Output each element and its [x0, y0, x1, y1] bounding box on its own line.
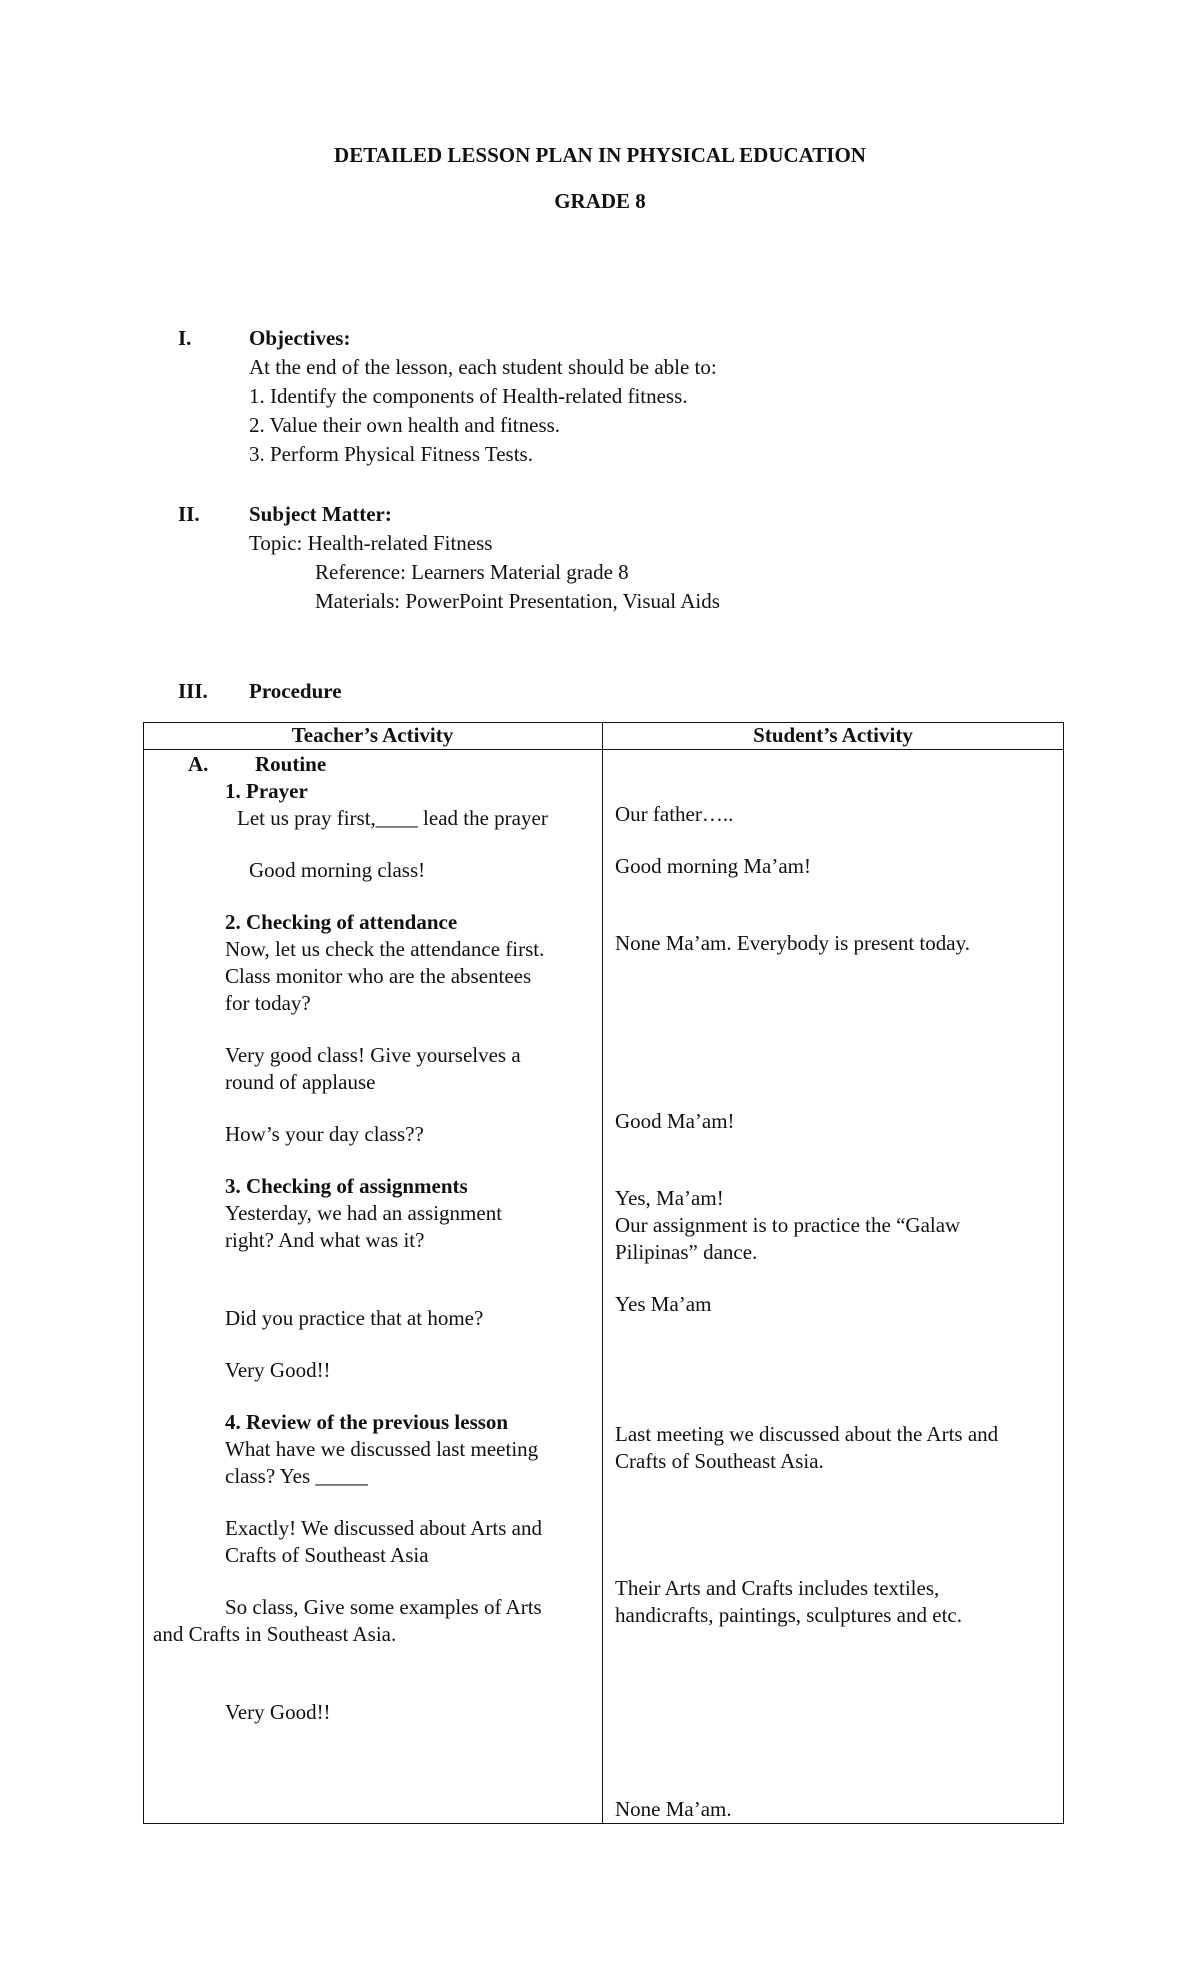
objective-item: 2. Value their own health and fitness.	[249, 413, 561, 437]
teacher-line: right? And what was it?	[225, 1228, 425, 1252]
teacher-line: Exactly! We discussed about Arts and	[225, 1516, 542, 1540]
section-heading-objectives: Objectives:	[249, 326, 351, 350]
subject-materials: Materials: PowerPoint Presentation, Visual Aids	[315, 589, 720, 613]
teacher-line: round of applause	[225, 1070, 376, 1094]
student-line: None Ma’am. Everybody is present today.	[615, 931, 970, 955]
routine-heading: Routine	[255, 752, 327, 776]
page-subtitle: GRADE 8	[554, 189, 646, 213]
column-header-teacher: Teacher’s Activity	[291, 723, 454, 747]
teacher-line: Class monitor who are the absentees	[225, 964, 532, 988]
objective-item: 3. Perform Physical Fitness Tests.	[249, 442, 533, 466]
student-line: Their Arts and Crafts includes textiles,	[615, 1576, 940, 1600]
routine-letter: A.	[188, 752, 209, 776]
review-heading: 4. Review of the previous lesson	[225, 1410, 509, 1434]
teacher-line: class? Yes _____	[225, 1464, 368, 1488]
table-column-divider	[602, 722, 603, 1824]
student-line: Yes, Ma’am!	[615, 1186, 724, 1210]
teacher-line: Yesterday, we had an assignment	[225, 1201, 503, 1225]
teacher-line: Good morning class!	[249, 858, 426, 882]
student-line: Good morning Ma’am!	[615, 854, 811, 878]
objective-item: 1. Identify the components of Health-related fitness.	[249, 384, 688, 408]
student-line: Pilipinas” dance.	[615, 1240, 758, 1264]
section-heading-procedure: Procedure	[249, 679, 342, 703]
teacher-line: Did you practice that at home?	[225, 1306, 484, 1330]
teacher-line: Very Good!!	[225, 1700, 331, 1724]
teacher-line: Let us pray first,____ lead the prayer	[237, 806, 548, 830]
section-numeral-subject-matter: II.	[178, 502, 200, 526]
teacher-line: So class, Give some examples of Arts	[225, 1595, 542, 1619]
teacher-line: Crafts of Southeast Asia	[225, 1543, 429, 1567]
subject-reference: Reference: Learners Material grade 8	[315, 560, 629, 584]
teacher-line: for today?	[225, 991, 311, 1015]
student-line: Good Ma’am!	[615, 1109, 735, 1133]
student-line: None Ma’am.	[615, 1797, 732, 1821]
section-numeral-objectives: I.	[178, 326, 192, 350]
page-title: DETAILED LESSON PLAN IN PHYSICAL EDUCATION	[334, 143, 866, 167]
student-line: handicrafts, paintings, sculptures and etc.	[615, 1603, 962, 1627]
attendance-heading: 2. Checking of attendance	[225, 910, 458, 934]
student-line: Last meeting we discussed about the Arts and	[615, 1422, 999, 1446]
student-line: Crafts of Southeast Asia.	[615, 1449, 824, 1473]
subject-topic: Topic: Health-related Fitness	[249, 531, 493, 555]
teacher-line: Very Good!!	[225, 1358, 331, 1382]
prayer-heading: 1. Prayer	[225, 779, 308, 803]
student-line: Our assignment is to practice the “Galaw	[615, 1213, 961, 1237]
section-heading-subject-matter: Subject Matter:	[249, 502, 392, 526]
student-line: Yes Ma’am	[615, 1292, 712, 1316]
teacher-line: and Crafts in Southeast Asia.	[153, 1622, 397, 1646]
teacher-line: Very good class! Give yourselves a	[225, 1043, 521, 1067]
assignments-heading: 3. Checking of assignments	[225, 1174, 468, 1198]
objectives-intro: At the end of the lesson, each student should be able to:	[249, 355, 717, 379]
teacher-line: Now, let us check the attendance first.	[225, 937, 545, 961]
procedure-table	[143, 722, 1064, 1824]
student-line: Our father…..	[615, 802, 734, 826]
section-numeral-procedure: III.	[178, 679, 208, 703]
teacher-line: How’s your day class??	[225, 1122, 424, 1146]
table-header-divider	[143, 749, 1064, 750]
teacher-line: What have we discussed last meeting	[225, 1437, 539, 1461]
column-header-student: Student’s Activity	[753, 723, 913, 747]
